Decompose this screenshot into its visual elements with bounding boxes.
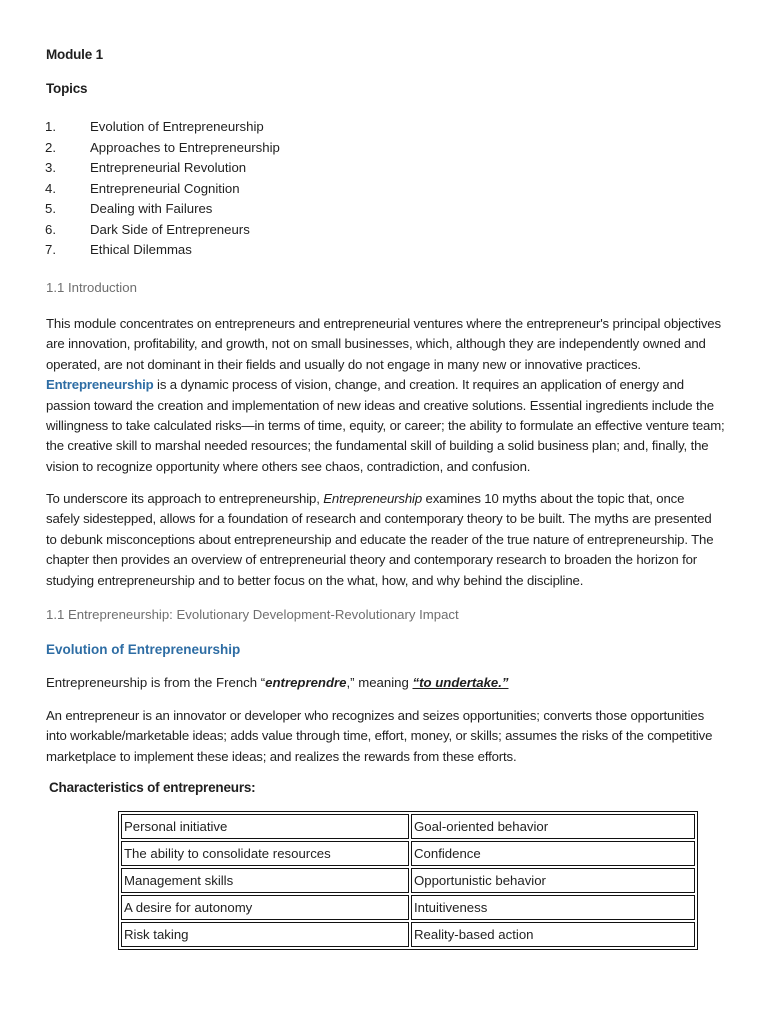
topics-list	[45, 117, 280, 261]
topics-heading: Topics	[46, 81, 88, 96]
list-item: 2. Approaches to Entrepreneurship	[45, 139, 280, 155]
list-item: 1. Evolution of Entrepreneurship	[45, 119, 264, 134]
table-row	[121, 814, 695, 839]
table-row	[121, 841, 695, 866]
entrepreneurship-highlight: Entrepreneurship	[46, 377, 154, 393]
table-row	[121, 895, 695, 920]
section-heading: 1.1 Entrepreneurship: Evolutionary Development-Revolutionary Impact	[46, 607, 459, 622]
table-row	[121, 922, 695, 947]
french-origin-line: Entrepreneurship is from the French “entreprendre,” meaning “to undertake.”	[46, 675, 509, 690]
table-cell: Risk taking	[121, 922, 409, 947]
table-cell: Intuitiveness	[411, 895, 695, 920]
list-item: 4. Entrepreneurial Cognition	[45, 180, 240, 196]
characteristics-table	[118, 811, 698, 950]
table-cell: Personal initiative	[121, 814, 409, 839]
table-cell: Management skills	[121, 868, 409, 893]
table-cell: Goal-oriented behavior	[411, 814, 695, 839]
list-item: 6. Dark Side of Entrepreneurs	[45, 221, 250, 237]
list-item: 7. Ethical Dilemmas	[45, 242, 192, 257]
table-row	[121, 868, 695, 893]
table-cell: Reality-based action	[411, 922, 695, 947]
table-cell: A desire for autonomy	[121, 895, 409, 920]
list-item: 5. Dealing with Failures	[45, 201, 213, 216]
intro-heading: 1.1 Introduction	[46, 280, 137, 295]
table-cell: The ability to consolidate resources	[121, 841, 409, 866]
intro-paragraph: This module concentrates on entrepreneurs and entrepreneurial ventures where the entrepreneur's principal objectives are innovation, profitability, and growth, not on small businesses, which, although they are independently owned and operated, are not dominant in their fields and usually do not engage in many new or innovative practices. Entrepreneurship is a dynamic process of vision, change, and creation. It requires an application of energy and passion toward the creation and implementation of new ideas and creative solutions. Essential ingredients include the willingness to take calculated risks—in terms of time, equity, or career; the ability to formulate an effective venture team; the creative skill to marshal needed resources; the fundamental skill of building a solid business plan; and, finally, the vision to recognize opportunity where others see chaos, contradiction, and confusion.	[46, 316, 725, 474]
evolution-heading: Evolution of Entrepreneurship	[46, 642, 241, 657]
list-item: 3. Entrepreneurial Revolution	[45, 160, 247, 175]
entrepreneur-definition: An entrepreneur is an innovator or developer who recognizes and seizes opportunities; converts those opportunities into workable/marketable ideas; adds value through time, effort, money, or skills; assumes the risks of the competitive marketplace to implement these ideas; and realizes the rewards from these efforts.	[46, 708, 713, 764]
table-cell: Opportunistic behavior	[411, 868, 695, 893]
table-cell: Confidence	[411, 841, 695, 866]
approach-paragraph: To underscore its approach to entrepreneurship, Entrepreneurship examines 10 myths about the topic that, once safely sidestepped, allows for a foundation of research and contemporary theory to be built. The myths are presented to debunk misconceptions about entrepreneurship and educate the reader of the true nature of entrepreneurship. The chapter then provides an overview of entrepreneurial theory and contemporary research to broaden the horizon for studying entrepreneurship and to better focus on the what, how, and why behind the discipline.	[46, 491, 714, 588]
module-title: Module 1	[46, 47, 103, 62]
characteristics-heading: Characteristics of entrepreneurs:	[49, 780, 256, 795]
